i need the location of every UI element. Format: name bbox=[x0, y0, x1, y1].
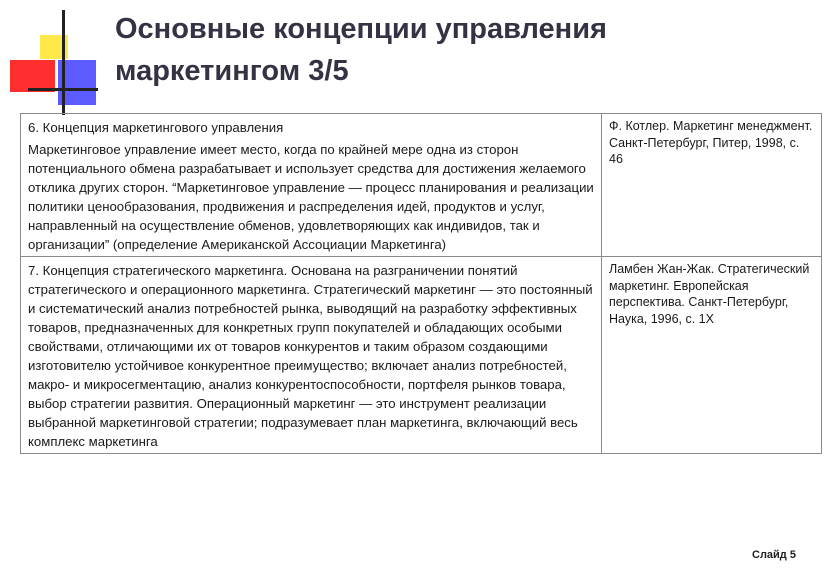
concept-cell bbox=[21, 257, 602, 454]
concepts-table bbox=[20, 113, 822, 454]
decor-vertical-line bbox=[62, 10, 65, 115]
concept-cell bbox=[21, 114, 602, 257]
source-text: Ламбен Жан-Жак. Стратегический маркетинг. Европейская перспектива. Санкт-Петербург, Наука, 1996, с. 1X bbox=[609, 262, 810, 326]
source-cell bbox=[602, 257, 822, 454]
slide-number: Слайд 5 bbox=[752, 549, 796, 561]
concept-body: Маркетинговое управление имеет место, когда по крайней мере одна из сторон потенциального обмена разрабатывает и использует средства для достижения желаемого отклика других сторон. “Маркетинговое управление — процесс планирования и реализации политики ценообразования, продвижения и распределения идей, продуктов и услуг, направленный на осуществление обменов, удовлетворяющих как индивидов, так и организации” (определение Американской Ассоциации Маркетинга) bbox=[28, 142, 594, 252]
slide-title-line-2: маркетингом 3/5 bbox=[115, 55, 349, 87]
slide-title-line-1: Основные концепции управления bbox=[115, 13, 607, 45]
decor-horizontal-line bbox=[28, 88, 98, 91]
slide-title bbox=[115, 8, 815, 92]
concept-heading: 6. Концепция маркетингового управления bbox=[28, 120, 284, 135]
concept-body: 7. Концепция стратегического маркетинга. Основана на разграничении понятий стратегического и операционного маркетинга. Стратегический маркетинг — это постоянный и систематический анализ потребностей рынка, выводящий на разработку эффективных товаров, предназначенных для конкретных групп покупателей и обладающих особыми свойствами, отличающими их от товаров конкурентов и таким образом создающими изготовителю устойчивое конкурентное преимущество; включает анализ потребностей, макро- и микросегментацию, анализ конкурентоспособности, портфеля рынков товара, выбор стратегии развития. Операционный маркетинг — это инструмент реализации выбранной маркетинговой стратегии; подразумевает план маркетинга, включающий весь комплекс маркетинга bbox=[28, 263, 593, 449]
table-row bbox=[21, 114, 822, 257]
source-cell bbox=[602, 114, 822, 257]
table-row bbox=[21, 257, 822, 454]
source-text: Ф. Котлер. Маркетинг менеджмент. Санкт-Петербург, Питер, 1998, с. 46 bbox=[609, 119, 813, 166]
